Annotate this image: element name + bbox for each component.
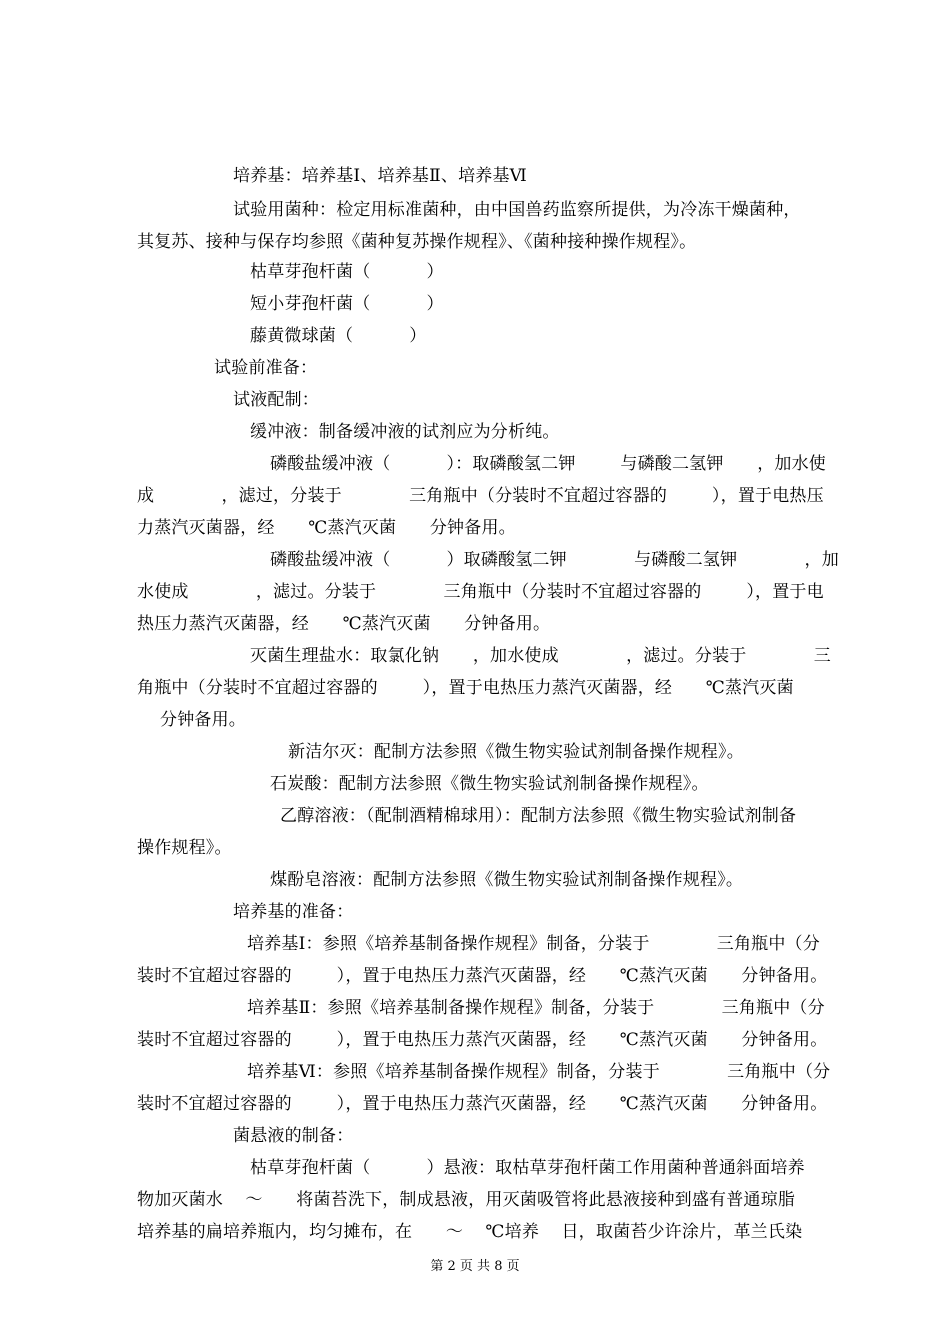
text-line: 物加灭菌水 ～ 将菌苔洗下，制成悬液，用灭菌吸管将此悬液接种到盛有普通琼脂 (137, 1190, 796, 1210)
text-line: 培养基的扁培养瓶内，均匀摊布，在 ～ ℃培养 日，取菌苔少许涂片，革兰氏染 (137, 1222, 803, 1242)
text-line: 灭菌生理盐水：取氯化钠 ，加水使成 ，滤过。分装于 三 (250, 646, 831, 666)
text-line: 分钟备用。 (160, 710, 246, 730)
text-line: 成 ，滤过，分装于 三角瓶中（分装时不宜超过容器的 ），置于电热压 (137, 486, 824, 506)
text-line: 石炭酸：配制方法参照《微生物实验试剂制备操作规程》。 (270, 774, 709, 794)
text-line: 水使成 ，滤过。分装于 三角瓶中（分装时不宜超过容器的 ），置于电 (137, 582, 824, 602)
text-line: 热压力蒸汽灭菌器，经 ℃蒸汽灭菌 分钟备用。 (137, 614, 551, 634)
section-heading: 试验前准备： (214, 358, 318, 378)
text-line: 角瓶中（分装时不宜超过容器的 ），置于电热压力蒸汽灭菌器，经 ℃蒸汽灭菌 (137, 678, 794, 698)
text-line: 磷酸盐缓冲液（ ）：取磷酸氢二钾 与磷酸二氢钾 ，加水使 (270, 454, 826, 474)
text-line: 煤酚皂溶液：配制方法参照《微生物实验试剂制备操作规程》。 (270, 870, 744, 890)
text-line: 缓冲液：制备缓冲液的试剂应为分析纯。 (250, 422, 560, 442)
text-line: 枯草芽孢杆菌（ ）悬液：取枯草芽孢杆菌工作用菌种普通斜面培养 (250, 1158, 805, 1178)
text-line: 藤黄微球菌（ ） (250, 326, 427, 346)
text-line: 操作规程》。 (137, 838, 232, 858)
text-line: 装时不宜超过容器的 ），置于电热压力蒸汽灭菌器，经 ℃蒸汽灭菌 分钟备用。 (137, 1030, 828, 1050)
text-line: 新洁尔灭：配制方法参照《微生物实验试剂制备操作规程》。 (288, 742, 744, 762)
text-line: 培养基Ⅱ：参照《培养基制备操作规程》制备，分装于 三角瓶中（分 (247, 998, 825, 1018)
section-heading: 培养基的准备： (233, 902, 354, 922)
text-line: 短小芽孢杆菌（ ） (250, 294, 444, 314)
text-line: 装时不宜超过容器的 ），置于电热压力蒸汽灭菌器，经 ℃蒸汽灭菌 分钟备用。 (137, 1094, 828, 1114)
text-line: 其复苏、接种与保存均参照《菌种复苏操作规程》、《菌种接种操作规程》。 (137, 232, 697, 252)
text-line: 培养基Ⅰ：参照《培养基制备操作规程》制备，分装于 三角瓶中（分 (247, 934, 820, 954)
text-line: 乙醇溶液：（配制酒精棉球用）：配制方法参照《微生物实验试剂制备 (280, 806, 797, 826)
page-footer: 第 2 页 共 8 页 (430, 1259, 520, 1274)
text-line: 装时不宜超过容器的 ），置于电热压力蒸汽灭菌器，经 ℃蒸汽灭菌 分钟备用。 (137, 966, 828, 986)
text-line: 培养基：培养基Ⅰ、培养基Ⅱ、培养基Ⅵ (233, 166, 527, 186)
text-line: 枯草芽孢杆菌（ ） (250, 262, 444, 282)
text-line: 培养基Ⅵ：参照《培养基制备操作规程》制备，分装于 三角瓶中（分 (247, 1062, 831, 1082)
text-line: 试验用菌种：检定用标准菌种，由中国兽药监察所提供，为冷冻干燥菌种， (233, 200, 801, 220)
text-line: 力蒸汽灭菌器，经 ℃蒸汽灭菌 分钟备用。 (137, 518, 516, 538)
text-line: 磷酸盐缓冲液（ ）取磷酸氢二钾 与磷酸二氢钾 ，加 (270, 550, 839, 570)
section-heading: 菌悬液的制备： (233, 1126, 354, 1146)
section-heading: 试液配制： (233, 390, 319, 410)
